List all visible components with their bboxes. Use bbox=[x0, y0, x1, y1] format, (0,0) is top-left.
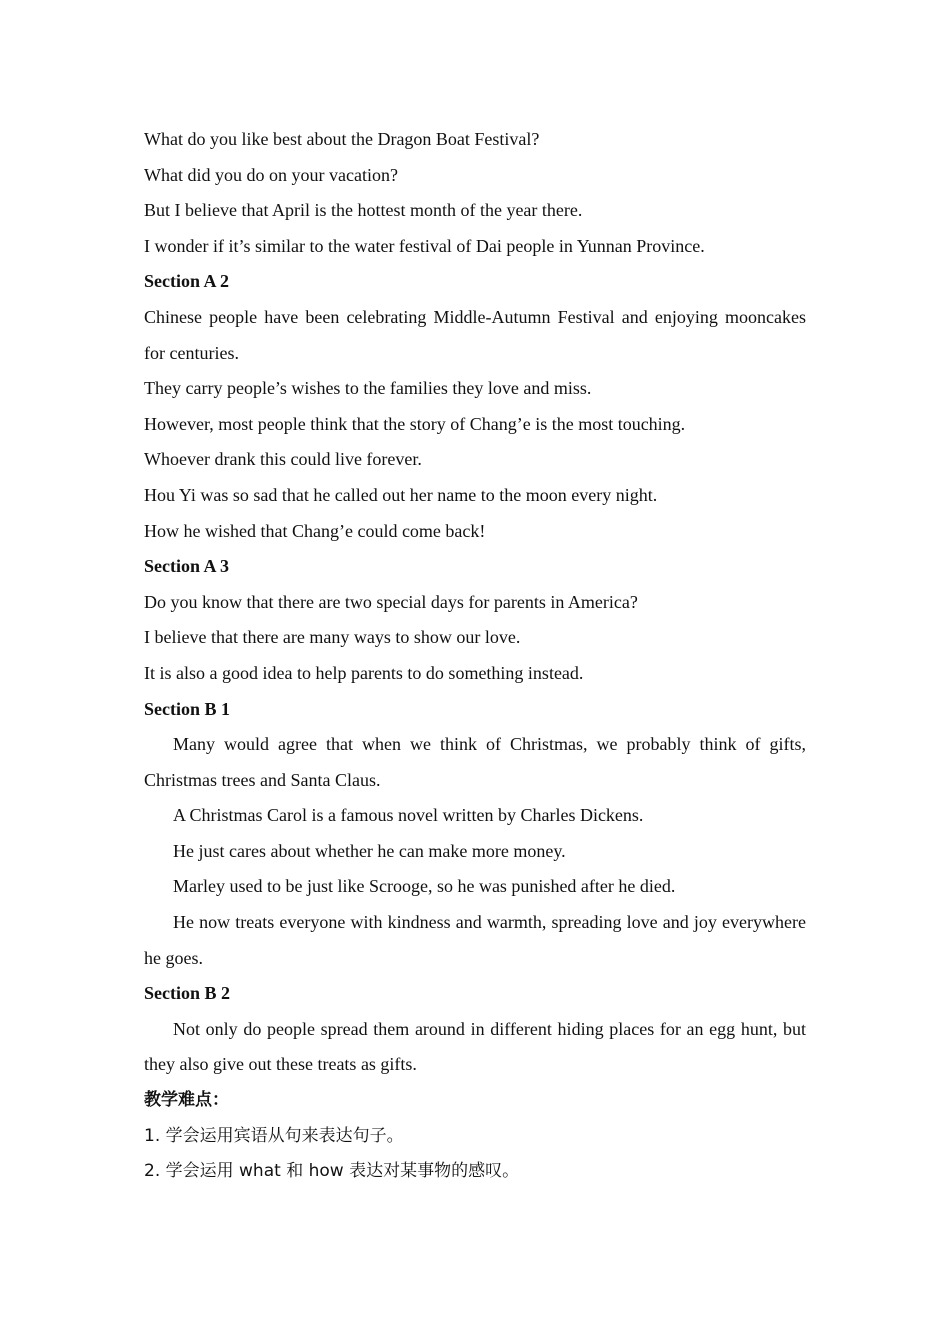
intro-line: But I believe that April is the hottest month of the year there. bbox=[144, 200, 583, 221]
document-page bbox=[144, 122, 806, 1190]
difficulty-item: 1. 学会运用宾语从句来表达句子。 bbox=[144, 1125, 404, 1146]
section-a2-line: However, most people think that the story of Chang’e is the most touching. bbox=[144, 413, 686, 434]
section-b1-line: He now treats everyone with kindness and warmth, spreading love and joy everywhere he goes. bbox=[144, 912, 806, 968]
section-a3-line: It is also a good idea to help parents to do something instead. bbox=[144, 662, 584, 683]
section-b1-heading: Section B 1 bbox=[144, 698, 231, 719]
section-a2-line: Chinese people have been celebrating Middle-Autumn Festival and enjoying mooncakes for centuries. bbox=[144, 306, 806, 363]
section-b1-line: Many would agree that when we think of Christmas, we probably think of gifts, Christmas trees and Santa Claus. bbox=[144, 734, 806, 790]
intro-line: What did you do on your vacation? bbox=[144, 164, 398, 185]
section-a3-line: I believe that there are many ways to show our love. bbox=[144, 627, 521, 648]
section-a2-line: They carry people’s wishes to the families they love and miss. bbox=[144, 378, 592, 399]
section-a2-line: How he wished that Chang’e could come back! bbox=[144, 520, 486, 541]
intro-line: What do you like best about the Dragon Boat Festival? bbox=[144, 129, 540, 149]
section-b2-heading: Section B 2 bbox=[144, 983, 231, 1004]
section-b1-line: Marley used to be just like Scrooge, so he was punished after he died. bbox=[173, 876, 676, 897]
intro-line: I wonder if it’s similar to the water festival of Dai people in Yunnan Province. bbox=[144, 235, 705, 256]
section-a2-heading: Section A 2 bbox=[144, 271, 230, 292]
section-a3-heading: Section A 3 bbox=[144, 556, 230, 577]
section-a3-line: Do you know that there are two special days for parents in America? bbox=[144, 591, 638, 612]
difficulties-heading: 教学难点： bbox=[144, 1090, 229, 1111]
difficulty-item: 2. 学会运用 what 和 how 表达对某事物的感叹。 bbox=[144, 1161, 520, 1182]
section-a2-line: Hou Yi was so sad that he called out her name to the moon every night. bbox=[144, 484, 658, 505]
section-b1-line: A Christmas Carol is a famous novel written by Charles Dickens. bbox=[173, 805, 644, 826]
section-a2-line: Whoever drank this could live forever. bbox=[144, 449, 422, 470]
section-b1-line: He just cares about whether he can make more money. bbox=[173, 840, 566, 861]
section-b2-line: Not only do people spread them around in different hiding places for an egg hunt, but they also give out these treats as gifts. bbox=[144, 1018, 806, 1075]
